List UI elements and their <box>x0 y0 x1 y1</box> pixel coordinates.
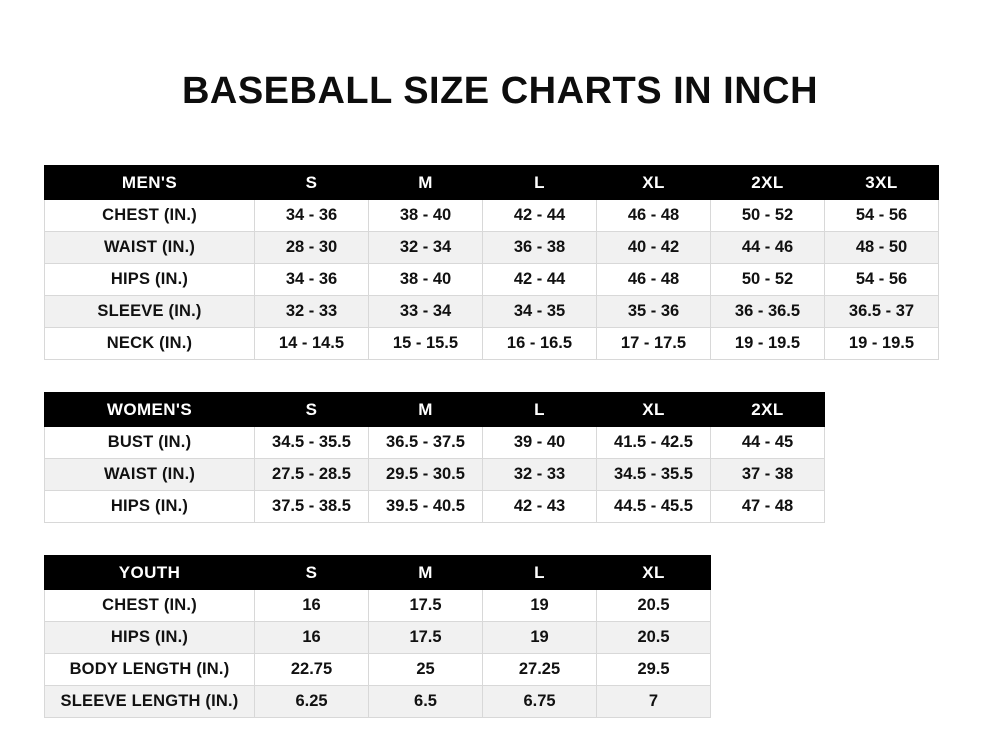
page-title: BASEBALL SIZE CHARTS IN INCH <box>181 70 819 112</box>
womens-size-table <box>44 392 825 523</box>
table-cell: 34.5 - 35.5 <box>597 459 711 491</box>
table-cell: 42 - 44 <box>483 200 597 232</box>
table-cell: 16 <box>255 590 369 622</box>
table-cell: 19 <box>483 622 597 654</box>
table-row <box>45 200 939 232</box>
column-header: 3XL <box>825 166 939 200</box>
table-cell: 6.25 <box>255 686 369 718</box>
row-label: CHEST (IN.) <box>45 590 255 622</box>
table-cell: 54 - 56 <box>825 200 939 232</box>
table-cell: 54 - 56 <box>825 264 939 296</box>
column-header: L <box>483 556 597 590</box>
column-header: MEN'S <box>45 166 255 200</box>
table-cell: 41.5 - 42.5 <box>597 427 711 459</box>
column-header: 2XL <box>711 393 825 427</box>
table-cell: 14 - 14.5 <box>255 328 369 360</box>
table-cell: 29.5 - 30.5 <box>369 459 483 491</box>
table-cell: 38 - 40 <box>369 200 483 232</box>
table-cell: 34 - 36 <box>255 264 369 296</box>
row-label: SLEEVE LENGTH (IN.) <box>45 686 255 718</box>
table-cell: 32 - 34 <box>369 232 483 264</box>
table-cell: 34 - 35 <box>483 296 597 328</box>
table-cell: 44 - 46 <box>711 232 825 264</box>
table-cell: 36 - 38 <box>483 232 597 264</box>
table-cell: 50 - 52 <box>711 200 825 232</box>
table-cell: 39.5 - 40.5 <box>369 491 483 523</box>
table-cell: 17.5 <box>369 590 483 622</box>
table-cell: 19 - 19.5 <box>825 328 939 360</box>
table-cell: 36.5 - 37 <box>825 296 939 328</box>
table-row <box>45 296 939 328</box>
table-cell: 19 <box>483 590 597 622</box>
table-cell: 36.5 - 37.5 <box>369 427 483 459</box>
table-cell: 6.5 <box>369 686 483 718</box>
table-cell: 35 - 36 <box>597 296 711 328</box>
table-cell: 27.5 - 28.5 <box>255 459 369 491</box>
column-header: S <box>255 166 369 200</box>
table-cell: 40 - 42 <box>597 232 711 264</box>
table-cell: 38 - 40 <box>369 264 483 296</box>
table-cell: 39 - 40 <box>483 427 597 459</box>
table-row <box>45 491 825 523</box>
row-label: HIPS (IN.) <box>45 491 255 523</box>
table-cell: 15 - 15.5 <box>369 328 483 360</box>
table-cell: 29.5 <box>597 654 711 686</box>
column-header: M <box>369 393 483 427</box>
table-cell: 16 <box>255 622 369 654</box>
column-header: YOUTH <box>45 556 255 590</box>
table-cell: 27.25 <box>483 654 597 686</box>
column-header: WOMEN'S <box>45 393 255 427</box>
table-cell: 25 <box>369 654 483 686</box>
column-header: S <box>255 393 369 427</box>
table-row <box>45 686 711 718</box>
column-header: L <box>483 393 597 427</box>
table-cell: 32 - 33 <box>483 459 597 491</box>
mens-size-table <box>44 165 939 360</box>
column-header: M <box>369 556 483 590</box>
size-tables-container <box>0 165 1000 718</box>
column-header: L <box>483 166 597 200</box>
table-cell: 36 - 36.5 <box>711 296 825 328</box>
table-row <box>45 328 939 360</box>
column-header: XL <box>597 166 711 200</box>
table-cell: 33 - 34 <box>369 296 483 328</box>
row-label: BUST (IN.) <box>45 427 255 459</box>
row-label: BODY LENGTH (IN.) <box>45 654 255 686</box>
table-row <box>45 654 711 686</box>
table-cell: 34.5 - 35.5 <box>255 427 369 459</box>
table-cell: 37 - 38 <box>711 459 825 491</box>
table-header-row <box>45 393 825 427</box>
table-cell: 42 - 44 <box>483 264 597 296</box>
column-header: M <box>369 166 483 200</box>
table-row <box>45 427 825 459</box>
table-cell: 46 - 48 <box>597 264 711 296</box>
table-cell: 48 - 50 <box>825 232 939 264</box>
table-row <box>45 622 711 654</box>
table-cell: 17 - 17.5 <box>597 328 711 360</box>
column-header: XL <box>597 556 711 590</box>
table-cell: 44 - 45 <box>711 427 825 459</box>
table-row <box>45 459 825 491</box>
table-cell: 47 - 48 <box>711 491 825 523</box>
row-label: WAIST (IN.) <box>45 232 255 264</box>
table-cell: 7 <box>597 686 711 718</box>
youth-size-table <box>44 555 711 718</box>
table-cell: 37.5 - 38.5 <box>255 491 369 523</box>
row-label: SLEEVE (IN.) <box>45 296 255 328</box>
column-header: XL <box>597 393 711 427</box>
table-cell: 16 - 16.5 <box>483 328 597 360</box>
table-row <box>45 590 711 622</box>
column-header: 2XL <box>711 166 825 200</box>
table-cell: 20.5 <box>597 590 711 622</box>
row-label: HIPS (IN.) <box>45 622 255 654</box>
table-header-row <box>45 556 711 590</box>
table-cell: 34 - 36 <box>255 200 369 232</box>
table-header-row <box>45 166 939 200</box>
table-cell: 20.5 <box>597 622 711 654</box>
table-cell: 6.75 <box>483 686 597 718</box>
table-row <box>45 264 939 296</box>
table-cell: 32 - 33 <box>255 296 369 328</box>
table-row <box>45 232 939 264</box>
table-cell: 28 - 30 <box>255 232 369 264</box>
table-cell: 22.75 <box>255 654 369 686</box>
table-cell: 44.5 - 45.5 <box>597 491 711 523</box>
table-cell: 17.5 <box>369 622 483 654</box>
table-cell: 50 - 52 <box>711 264 825 296</box>
row-label: HIPS (IN.) <box>45 264 255 296</box>
row-label: NECK (IN.) <box>45 328 255 360</box>
table-cell: 19 - 19.5 <box>711 328 825 360</box>
row-label: CHEST (IN.) <box>45 200 255 232</box>
row-label: WAIST (IN.) <box>45 459 255 491</box>
table-cell: 42 - 43 <box>483 491 597 523</box>
table-cell: 46 - 48 <box>597 200 711 232</box>
column-header: S <box>255 556 369 590</box>
